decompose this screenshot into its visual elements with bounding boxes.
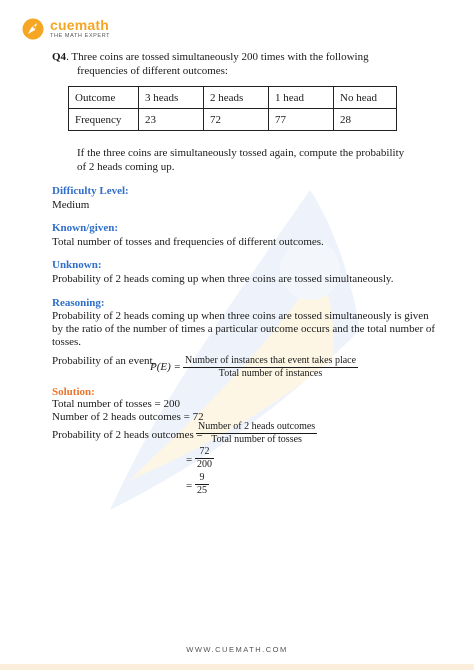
table-cell: 3 heads <box>139 87 204 109</box>
question-followup-2: of 2 heads coming up. <box>77 161 175 173</box>
footer-bar <box>0 664 474 670</box>
difficulty-heading: Difficulty Level: <box>52 185 129 197</box>
unknown-heading: Unknown: <box>52 259 102 271</box>
fraction-denominator: 25 <box>197 485 207 496</box>
solution-heading: Solution: <box>52 386 95 398</box>
question-text-1: . Three coins are tossed simultaneously 200 times with the following <box>66 51 369 63</box>
probability-label: Probability of an event, <box>52 355 156 367</box>
table-cell: 72 <box>204 109 269 131</box>
solution-fraction-3 <box>195 472 209 497</box>
unknown-value: Probability of 2 heads coming up when three coins are tossed simultaneously. <box>52 273 394 285</box>
table-cell: 1 head <box>269 87 334 109</box>
table-row <box>69 109 397 131</box>
brand-tagline: THE MATH EXPERT <box>50 33 111 40</box>
footer-url[interactable]: WWW.CUEMATH.COM <box>186 645 288 654</box>
reasoning-line-1: Probability of 2 heads coming up when three coins are tossed simultaneously is given <box>52 310 429 322</box>
solution-line-2: Number of 2 heads outcomes = 72 <box>52 411 204 423</box>
fraction-denominator: Total number of instances <box>218 368 323 379</box>
solution-fraction-2 <box>195 446 214 471</box>
frequency-table <box>68 86 397 131</box>
table-cell: Frequency <box>69 109 139 131</box>
fraction-denominator: 200 <box>197 459 212 470</box>
known-heading: Known/given: <box>52 222 119 234</box>
question-line-2: frequencies of different outcomes: <box>77 65 228 77</box>
fraction-denominator: Total number of tosses <box>211 434 302 445</box>
table-row <box>69 87 397 109</box>
rocket-icon <box>22 18 44 40</box>
fraction-numerator: Number of 2 heads outcomes <box>198 421 316 432</box>
probability-formula-fraction <box>183 355 358 380</box>
fraction-numerator: 9 <box>195 472 209 485</box>
rocket-watermark-icon <box>70 150 400 530</box>
table-cell: Outcome <box>69 87 139 109</box>
solution-fraction-1 <box>196 421 317 446</box>
known-value: Total number of tosses and frequencies of different outcomes. <box>52 236 324 248</box>
brand-name: cuemath <box>50 17 109 34</box>
question-line-1 <box>52 50 369 64</box>
question-followup-1: If the three coins are simultaneously tossed again, compute the probability <box>77 147 405 159</box>
reasoning-line-3: tosses. <box>52 336 82 348</box>
equals-sign: = <box>186 480 193 492</box>
equals-sign: = <box>186 454 193 466</box>
reasoning-heading: Reasoning: <box>52 297 105 309</box>
question-number: Q4 <box>52 51 67 63</box>
solution-line-1: Total number of tosses = 200 <box>52 398 180 410</box>
table-cell: No head <box>334 87 397 109</box>
difficulty-value: Medium <box>52 199 90 211</box>
fraction-numerator: 72 <box>195 446 214 459</box>
reasoning-line-2: by the ratio of the number of times a particular outcome occurs and the total number of <box>52 323 436 335</box>
table-cell: 77 <box>269 109 334 131</box>
fraction-numerator: Number of instances that event takes place <box>185 355 357 366</box>
table-cell: 2 heads <box>204 87 269 109</box>
probability-formula-lhs: P(E) = <box>150 361 181 373</box>
brand-logo[interactable] <box>22 18 110 40</box>
table-cell: 28 <box>334 109 397 131</box>
solution-probability-label: Probability of 2 heads outcomes = <box>52 429 203 441</box>
table-cell: 23 <box>139 109 204 131</box>
